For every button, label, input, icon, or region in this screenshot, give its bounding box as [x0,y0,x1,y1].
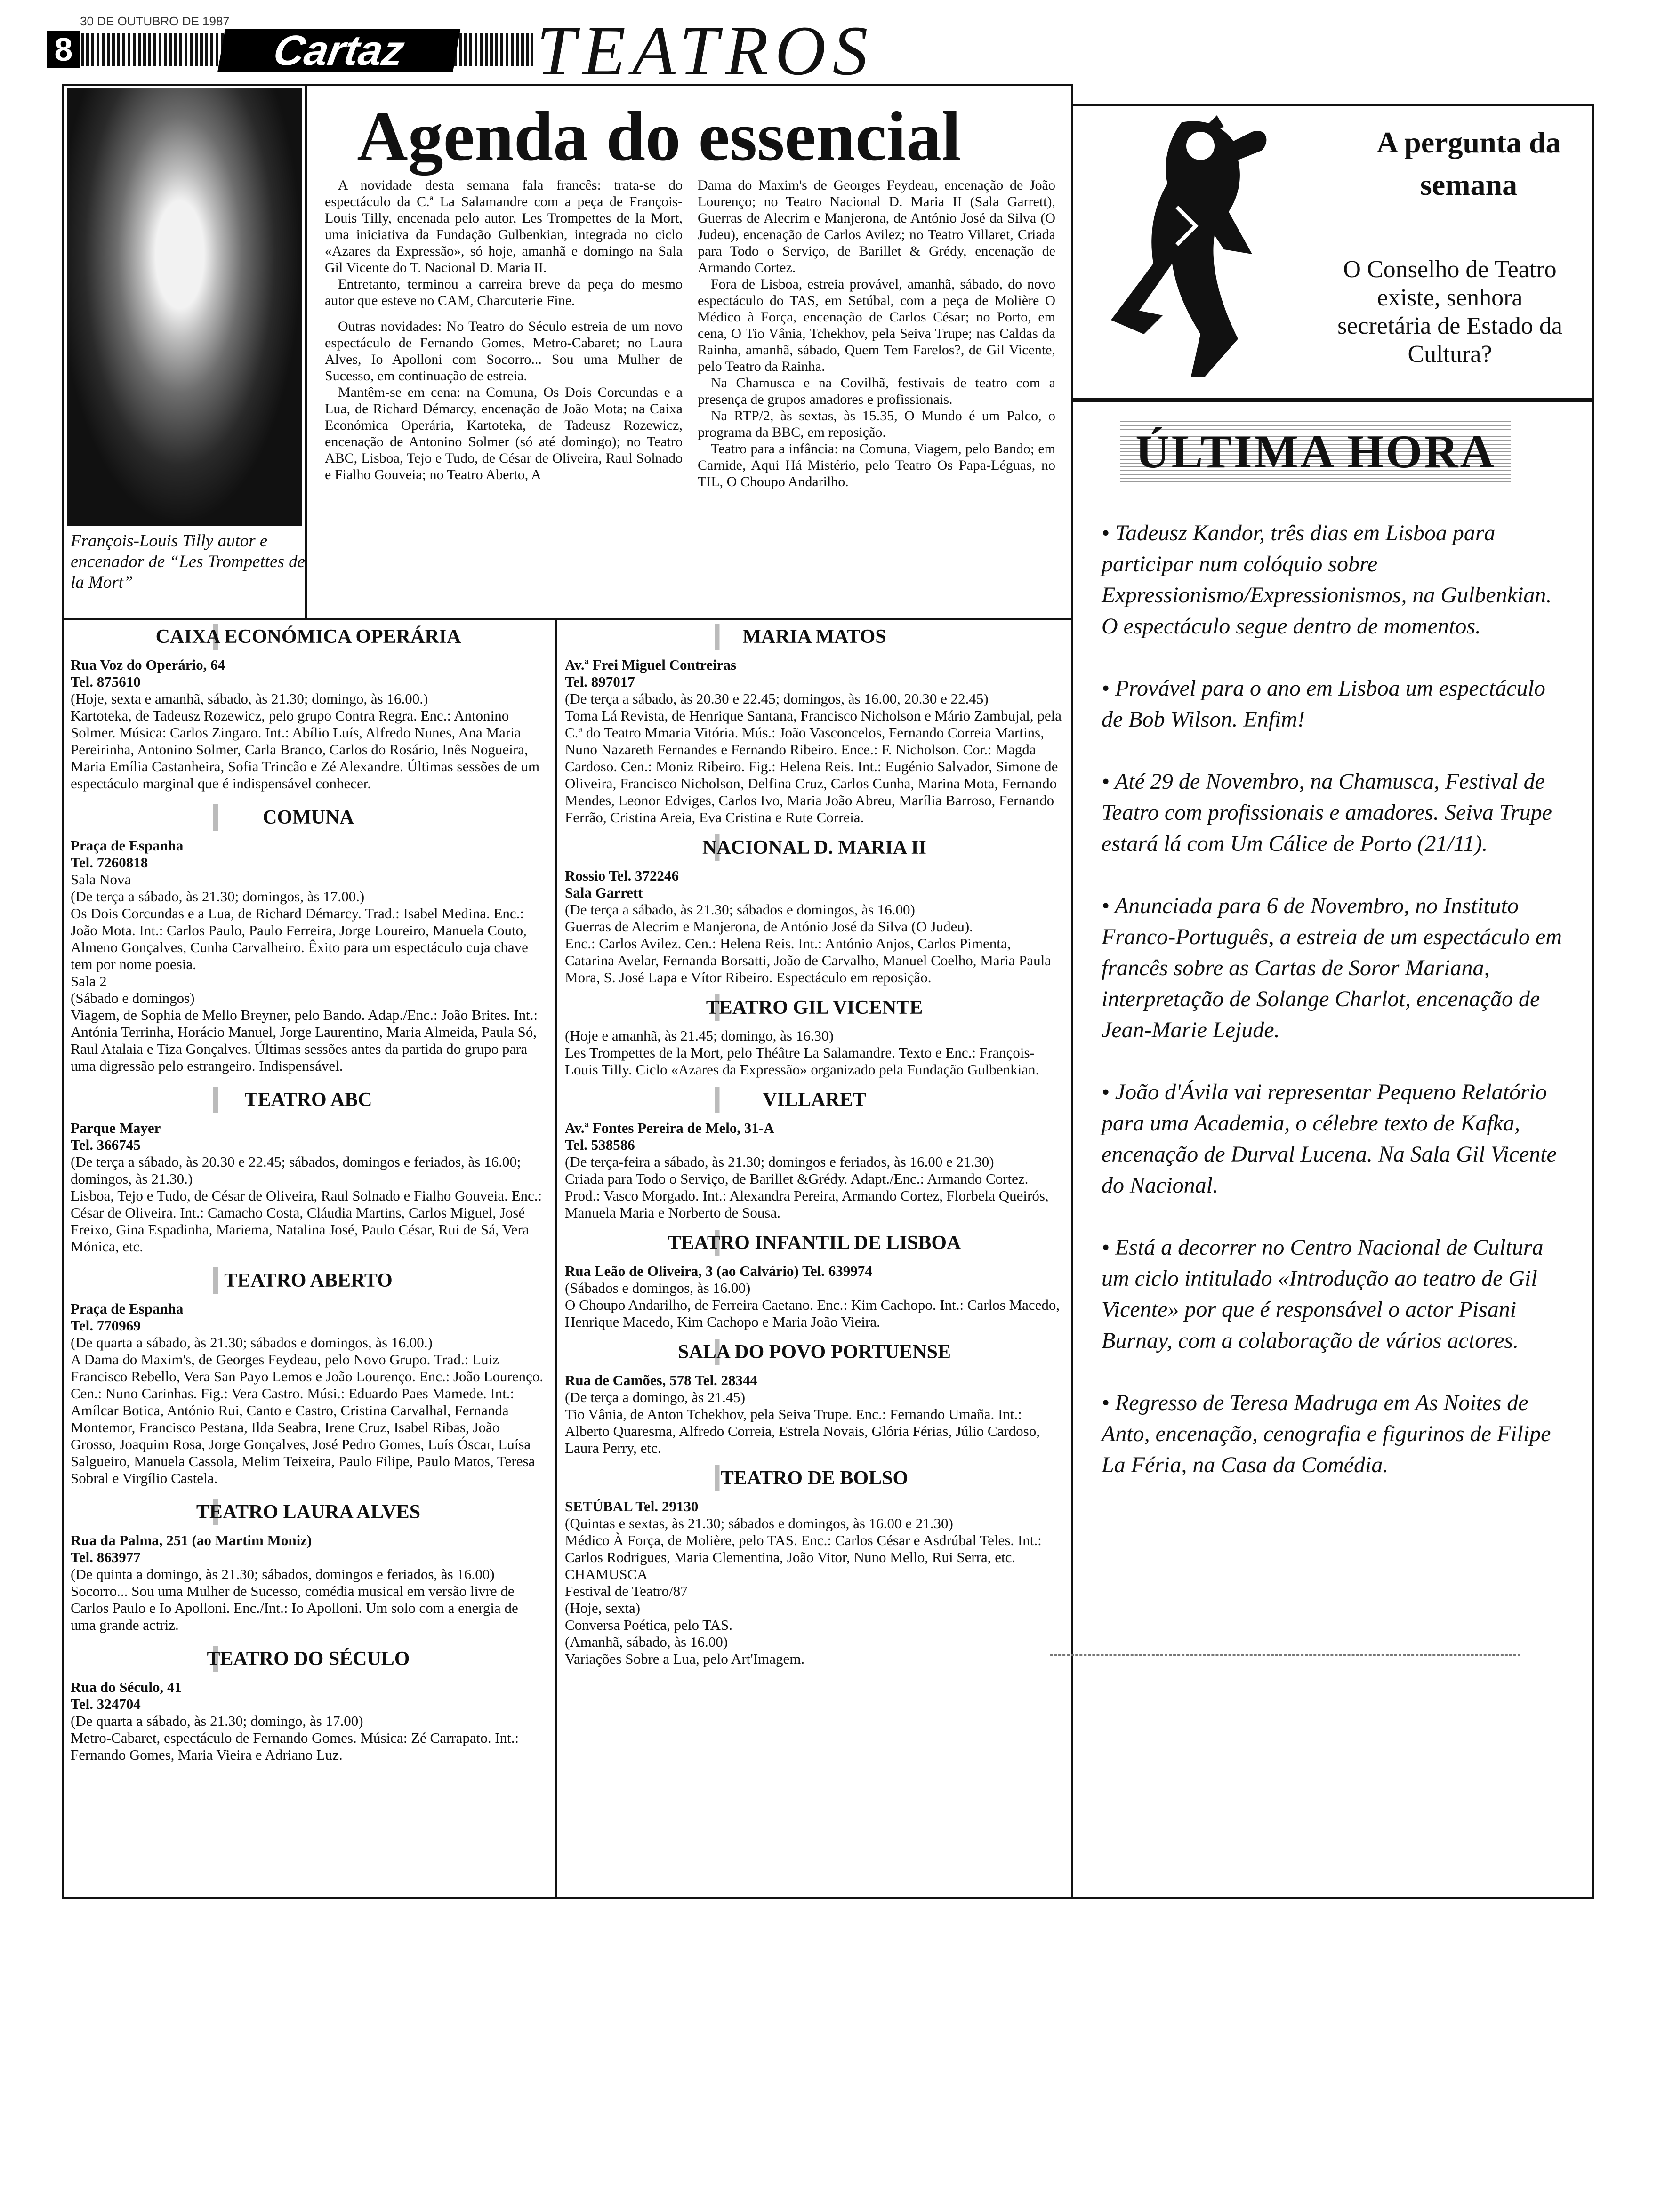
venue-text: (De terça a sábado, às 20.30 e 22.45; sábados, domingos e feriados, às 16.00; domingos, às 21.30.) [71,1154,521,1187]
venue-address: Parque Mayer [71,1120,161,1136]
venue-listing [71,1646,546,1763]
venue-text: Criada para Todo o Serviço, de Barillet &Grédy. Adapt./Enc.: Armando Cortez. Prod.: Vasco Morgado. Int.: Alexandra Pereira, Armando Cortez, Florbela Queirós, Manuela Maria e Norberto de Sousa. [565,1170,1049,1221]
venue-text: (De terça-feira a sábado, às 21.30; domingos e feriados, às 16.00 e 21.30) [565,1154,994,1170]
venue-text: Guerras de Alecrim e Manjerona, de António José da Silva (O Judeu). [565,918,973,935]
agenda-column-1 [325,177,683,483]
venue-tel: Tel. 863977 [71,1549,141,1565]
venue-listing [565,1087,1064,1221]
venue-text: (Hoje, sexta) [565,1600,641,1616]
venue-text: Festival de Teatro/87 [565,1583,688,1599]
venue-listing [71,804,546,1074]
venue-text: Sala 2 [71,973,107,989]
venue-text: (De terça a sábado, às 21.30; sábados e domingos, às 16.00) [565,901,915,918]
venue-text: (De terça a sábado, às 21.30; domingos, às 17.00.) [71,888,365,905]
venue-text: A Dama do Maxim's, de Georges Feydeau, pelo Novo Grupo. Trad.: Luiz Francisco Rebello, Vera San Payo Lemos e João Lourenço. Enc.: João Lourenço. Cen.: Nuno Carinhas. Fig.: Vera Castro. Músi.: Eduardo Paes Mamede. Int.: Amílcar Botica, António Rui, Canto e Castro, Cristina Carvalhal, Fernanda Montemor, Francisco Pestana, Ilda Seabra, Irene Cruz, Isabel Ribas, João Grosso, Joaquim Rosa, Jorge Gonçalves, José Pedro Gomes, Luís Óscar, Luísa Salgueiro, Manuela Cassola, Melim Teixeira, Paulo Filipe, Paulo Matos, Teresa Sobral e Virgílio Castela. [71,1351,544,1486]
venue-text: (De terça a domingo, às 21.45) [565,1389,746,1405]
photo-caption: François-Louis Tilly autor e encenador de “Les Trompettes de la Mort” [71,531,306,592]
listings-left-column [71,624,546,1776]
venue-text: Médico À Força, de Molière, pelo TAS. Enc.: Carlos César e Asdrúbal Teles. Int.: Carlos Rodrigues, Maria Clementina, João Vitor, Nuno Mello, Rui Serra, etc. [565,1532,1042,1565]
venue-listing [565,624,1064,826]
venue-name: TEATRO ABERTO [71,1267,546,1294]
venue-text: CHAMUSCA [565,1566,648,1582]
agenda-paragraph: Na Chamusca e na Covilhã, festivais de teatro com a presença de grupos amadores e profissionais. [698,375,1055,407]
news-item: • João d'Ávila vai representar Pequeno Relatório para uma Academia, o célebre texto de Kafka, encenação de Durval Lucena. Na Sala Gil Vicente do Nacional. [1102,1080,1557,1198]
venue-text: Enc.: Carlos Avilez. Cen.: Helena Reis. Int.: António Anjos, Carlos Pimenta, Catarina Avelar, Fernanda Borsatti, João de Carvalho, Manuel Coelho, Maria Paula Mora, S. José Lapa e Vítor Ribeiro. Espectáculo em reposição. [565,935,1051,986]
news-item: • Até 29 de Novembro, na Chamusca, Festival de Teatro com profissionais e amadores. Seiva Trupe estará lá com Um Cálice de Porto (21/11). [1102,769,1552,856]
venue-listing [71,1499,546,1634]
venue-address: Av.ª Frei Miguel Contreiras [565,657,737,673]
venue-address: Rua Voz do Operário, 64 [71,657,225,673]
venue-text: (Quintas e sextas, às 21.30; sábados e domingos, às 16.00 e 21.30) [565,1515,953,1531]
venue-tel: Tel. 366745 [71,1137,141,1153]
agenda-paragraph: Entretanto, terminou a carreira breve da peça do mesmo autor que esteve no CAM, Charcuterie Fine. [325,276,683,308]
venue-text: (Sábado e domingos) [71,990,195,1006]
venue-name: TEATRO DE BOLSO [565,1465,1064,1491]
venue-text: Viagem, de Sophia de Mello Breyner, pelo Bando. Adap./Enc.: João Brites. Int.: Antónia Terrinha, Horácio Manuel, Jorge Laurentino, Maria Almeida, Paula Só, Raul Atalaia e Tiza Gonçalves. Últimas sessões antes da partida do grupo para uma digressão pelo estrangeiro. Indispensável. [71,1007,538,1074]
venue-address: SETÚBAL Tel. 29130 [565,1498,699,1515]
venue-name: TEATRO INFANTIL DE LISBOA [565,1230,1064,1256]
venue-text: O Choupo Andarilho, de Ferreira Caetano. Enc.: Kim Cachopo. Int.: Carlos Macedo, Henrique Macedo, Kim Cachopo e Maria João Vieira. [565,1297,1060,1330]
venue-name: VILLARET [565,1087,1064,1113]
venue-text: (Hoje, sexta e amanhã, sábado, às 21.30; domingo, às 16.00.) [71,690,428,707]
venue-tel: Tel. 770969 [71,1317,141,1334]
pergunta-body: O Conselho de Teatro existe, senhora secretária de Estado da Cultura? [1337,256,1562,368]
venue-listing [565,1465,1064,1667]
venue-name: TEATRO GIL VICENTE [565,994,1064,1021]
venue-address: Rossio Tel. 372246 [565,867,679,884]
venue-text: Les Trompettes de la Mort, pelo Théâtre La Salamandre. Texto e Enc.: François-Louis Tilly. Ciclo «Azares da Expressão» organizado pela Fundação Gulbenkian. [565,1044,1039,1078]
venue-text: (De terça a sábado, às 20.30 e 22.45; domingos, às 16.00, 20.30 e 22.45) [565,690,989,707]
news-item: • Está a decorrer no Centro Nacional de Cultura um ciclo intitulado «Introdução ao teatro de Gil Vicente» por que é responsável o actor Pisani Burnay, com a colaboração de vários actores. [1102,1235,1544,1353]
agenda-column-2 [698,177,1055,490]
news-item: • Provável para o ano em Lisboa um espectáculo de Bob Wilson. Enfim! [1102,676,1545,732]
venue-listing [71,1267,546,1487]
venue-address: Rua do Século, 41 [71,1679,182,1695]
venue-listing [71,1087,546,1255]
venue-tel: Sala Garrett [565,884,643,901]
news-item: • Regresso de Teresa Madruga em As Noites de Anto, encenação, cenografia e figurinos de Filipe La Féria, na Casa da Comédia. [1102,1390,1551,1477]
venue-address: Praça de Espanha [71,1300,184,1317]
venue-text: Socorro... Sou uma Mulher de Sucesso, comédia musical em versão livre de Carlos Paulo e Io Apolloni. Enc./Int.: Io Apolloni. Um solo com a energia de uma grande actriz. [71,1583,518,1633]
venue-listing [565,1339,1064,1457]
venue-address: Praça de Espanha [71,837,184,854]
agenda-paragraph: A novidade desta semana fala francês: trata-se do espectáculo da C.ª La Salamandre com a peça de François-Louis Tilly, encenada pelo autor, Les Trompettes de la Mort, uma iniciativa da Fundação Gulbenkian, integrada no ciclo «Azares da Expressão», só hoje, amanhã e domingo na Sala Gil Vicente do T. Nacional D. Maria II. [325,177,683,275]
venue-text: Sala Nova [71,871,131,888]
news-item: • Tadeusz Kandor, três dias em Lisboa para participar num colóquio sobre Expressionismo/Expressionismos, na Gulbenkian. O espectáculo segue dentro de momentos. [1102,521,1552,639]
ultima-hora-list [1102,518,1563,1512]
agenda-paragraph: Na RTP/2, às sextas, às 15.35, O Mundo é um Palco, o programa da BBC, em reposição. [698,408,1055,440]
venue-text: Kartoteka, de Tadeusz Rozewicz, pelo grupo Contra Regra. Enc.: Antonino Solmer. Música: Carlos Zingaro. Int.: Abílio Luís, Alfredo Nunes, Ana Maria Pereirinha, Antonino Solmer, Carla Branco, Carlos do Rosário, Inês Nogueira, Maria Emília Castanheira, Sofia Trincão e Zé Alexandre. Últimas sessões de um espectáculo marginal que é indispensável conhecer. [71,707,540,792]
agenda-paragraph: Fora de Lisboa, estreia provável, amanhã, sábado, do novo espectáculo do TAS, em Setúbal, com a peça de Molière O Médico à Força, encenação de Carlos César; no Porto, em cena, O Tio Vânia, Tchekhov, pela Seiva Trupe; nas Caldas da Rainha, amanhã, sábado, Quem Tem Farelos?, de Gil Vicente, pelo Teatro da Rainha. [698,276,1055,374]
venue-name: TEATRO ABC [71,1087,546,1113]
venue-address: Rua de Camões, 578 Tel. 28344 [565,1372,758,1388]
venue-text: (Amanhã, sábado, às 16.00) [565,1634,728,1650]
agenda-paragraph: Teatro para a infância: na Comuna, Viagem, pelo Bando; em Carnide, Aqui Há Mistério, pelo Teatro Os Papa-Léguas, no TIL, O Choupo Andarilho. [698,441,1055,489]
venue-text: (Hoje e amanhã, às 21.45; domingo, às 16.30) [565,1027,834,1044]
venue-tel: Tel. 7260818 [71,854,148,871]
listings-right-column [565,624,1064,1676]
jester-illustration [1083,113,1318,391]
venue-name: SALA DO POVO PORTUENSE [565,1339,1064,1365]
venue-text: (De quarta a sábado, às 21.30; domingo, às 17.00) [71,1713,363,1729]
venue-name: NACIONAL D. MARIA II [565,834,1064,861]
agenda-paragraph: Dama do Maxim's de Georges Feydeau, encenação de João Lourenço; no Teatro Nacional D. Maria II (Sala Garrett), Guerras de Alecrim e Manjerona, de António José da Silva (O Judeu), encenação de Carlos Avilez; no Teatro Villaret, Criada para Todo o Serviço, de Barillet & Grédy, encenação de Armando Cortez. [698,177,1055,275]
pergunta-title: A pergunta da semana [1376,126,1561,201]
venue-listing [565,1230,1064,1330]
venue-text: Metro-Cabaret, espectáculo de Fernando Gomes. Música: Zé Carrapato. Int.: Fernando Gomes, Maria Vieira e Adriano Luz. [71,1730,519,1763]
venue-text: (De quarta a sábado, às 21.30; sábados e domingos, às 16.00.) [71,1334,433,1351]
issue-date: 30 DE OUTUBRO DE 1987 [80,14,230,28]
ultima-hora-title: ÚLTIMA HORA [1120,421,1511,482]
venue-name: MARIA MATOS [565,624,1064,650]
venue-name: CAIXA ECONÓMICA OPERÁRIA [71,624,546,650]
venue-listing [565,994,1064,1078]
venue-listing [71,624,546,792]
venue-name: TEATRO DO SÉCULO [71,1646,546,1672]
venue-name: COMUNA [71,804,546,831]
venue-address: Rua da Palma, 251 (ao Martim Moniz) [71,1532,312,1548]
news-item: • Anunciada para 6 de Novembro, no Instituto Franco-Português, a estreia de um espectáculo em francês sobre as Cartas de Soror Mariana, interpretação de Solange Charlot, encenação de Jean-Marie Lejude. [1102,893,1562,1042]
venue-listing [565,834,1064,986]
venue-tel: Tel. 324704 [71,1696,141,1712]
section-logo: Cartaz [217,29,460,72]
listings-divider [555,619,557,1898]
venue-tel: Tel. 875610 [71,673,141,690]
venue-text: Variações Sobre a Lua, pelo Art'Imagem. [565,1651,805,1667]
venue-text: Tio Vânia, de Anton Tchekhov, pela Seiva Trupe. Enc.: Fernando Umaña. Int.: Alberto Quaresma, Alfredo Correia, Estrela Novais, Glória Férias, Júlio Cardoso, Laura Perry, etc. [565,1406,1040,1456]
venue-tel: Tel. 538586 [565,1137,635,1153]
venue-text: Lisboa, Tejo e Tudo, de César de Oliveira, Raul Solnado e Fialho Gouveia. Enc.: César de Oliveira. Int.: Camacho Costa, Cláudia Martins, Carlos Miguel, José Freixo, Gina Espadinha, Mariema, Natalina José, Paulo César, Rui de Sá, Vera Mónica, etc. [71,1187,542,1255]
venue-text: Conversa Poética, pelo TAS. [565,1617,732,1633]
agenda-paragraph: Mantêm-se em cena: na Comuna, Os Dois Corcundas e a Lua, de Richard Démarcy, encenação de João Mota; na Caixa Económica Operária, Kartoteka, de Tadeusz Rozewicz, encenação de Antonino Solmer (só até domingo); no Teatro ABC, Lisboa, Tejo e Tudo, de César de Oliveira, Raul Solnado e Fialho Gouveia; no Teatro Aberto, A [325,385,683,482]
author-photo [67,88,302,526]
venue-text: Os Dois Corcundas e a Lua, de Richard Démarcy. Trad.: Isabel Medina. Enc.: João Mota. Int.: Carlos Paulo, Paulo Ferreira, Jorge Loureiro, Manuela Couto, Almeno Gonçalves, Cunha Carvalheiro. Êxito para um espectáculo cuja chave tem por nome poesia. [71,905,528,972]
venue-address: Av.ª Fontes Pereira de Melo, 31-A [565,1120,774,1136]
agenda-title: Agenda do essencial [357,97,961,176]
venue-text: Toma Lá Revista, de Henrique Santana, Francisco Nicholson e Mário Zambujal, pela C.ª do Teatro Mmaria Vitória. Mús.: João Vasconcelos, Fernando Correia Martins, Nuno Nazareth Fernandes e Fernando Ribeiro. Ence.: F. Nicholson. Cor.: Magda Cardoso. Cen.: Moniz Ribeiro. Fig.: Helena Reis. Int.: Eugénio Salvador, Simone de Oliveira, Francisco Nicholson, Delfina Cruz, Carlos Cunha, Marina Mota, Fernando Mendes, Leonor Edviges, Carlos Ivo, Maria João Abreu, Marília Barroso, Fernando Ferrão, Cristina Areia, Eva Cristina e Rute Correia. [565,707,1062,825]
venue-name: TEATRO LAURA ALVES [71,1499,546,1525]
venue-text: (De quinta a domingo, às 21.30; sábados, domingos e feriados, às 16.00) [71,1566,495,1582]
venue-address: Rua Leão de Oliveira, 3 (ao Calvário) Tel. 639974 [565,1263,872,1279]
page-number: 8 [47,31,80,68]
venue-tel: Tel. 897017 [565,673,635,690]
venue-text: (Sábados e domingos, às 16.00) [565,1280,751,1296]
agenda-paragraph: Outras novidades: No Teatro do Século estreia de um novo espectáculo de Fernando Gomes, Metro-Cabaret; no Laura Alves, Io Apolloni com Socorro... Sou uma Mulher de Sucesso, em continuação de estreia. [325,319,683,384]
page-title: TEATROS [537,12,875,90]
dashed-divider [1050,1654,1520,1656]
